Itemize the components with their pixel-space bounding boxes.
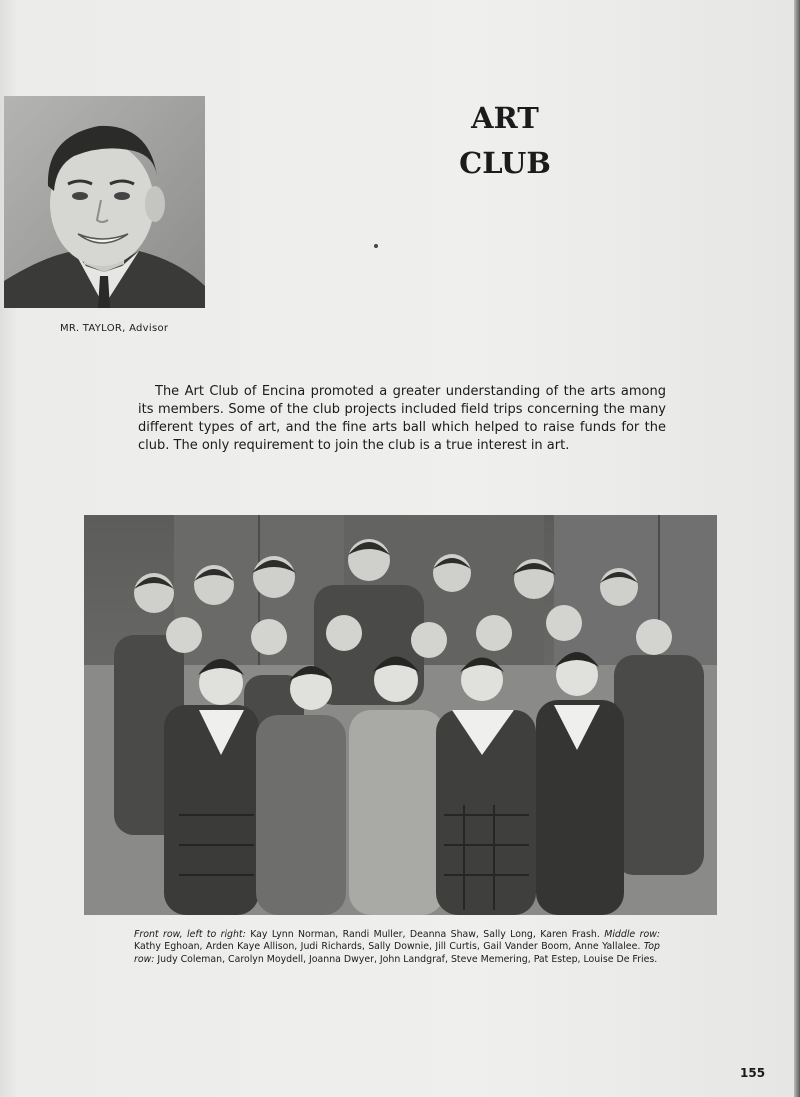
page-number: 155	[740, 1066, 766, 1080]
page-edge-shadow	[794, 0, 800, 1097]
front-row-label: Front row, left to right:	[134, 929, 246, 940]
print-speck	[374, 244, 378, 248]
top-row-label: Top row:	[134, 941, 660, 965]
middle-row-label: Middle row:	[604, 929, 661, 940]
top-row-names: Judy Coleman, Carolyn Moydell, Joanna Dwyer, John Landgraf, Steve Memering, Pat Estep, Louise De Fries.	[157, 953, 658, 965]
title-line-2: CLUB	[459, 146, 551, 180]
middle-row-names: Kathy Eghoan, Arden Kaye Allison, Judi Richards, Sally Downie, Jill Curtis, Gail Vander Boom, Anne Yallalee.	[134, 941, 641, 953]
advisor-portrait	[4, 96, 205, 308]
group-photo	[84, 515, 717, 915]
group-photo-caption	[134, 929, 660, 966]
club-description: The Art Club of Encina promoted a greater understanding of the arts among its members. Some of the club projects included field trips concerning the many different types of art, and the fine arts ball which helped to raise funds for the club. The only requirement to join the club is a true interest in art.	[138, 384, 666, 453]
title-line-1: ART	[471, 101, 539, 135]
page-title	[440, 96, 570, 186]
front-row-names: Kay Lynn Norman, Randi Muller, Deanna Shaw, Sally Long, Karen Frash.	[250, 929, 600, 940]
advisor-caption: MR. TAYLOR, Advisor	[60, 323, 169, 334]
